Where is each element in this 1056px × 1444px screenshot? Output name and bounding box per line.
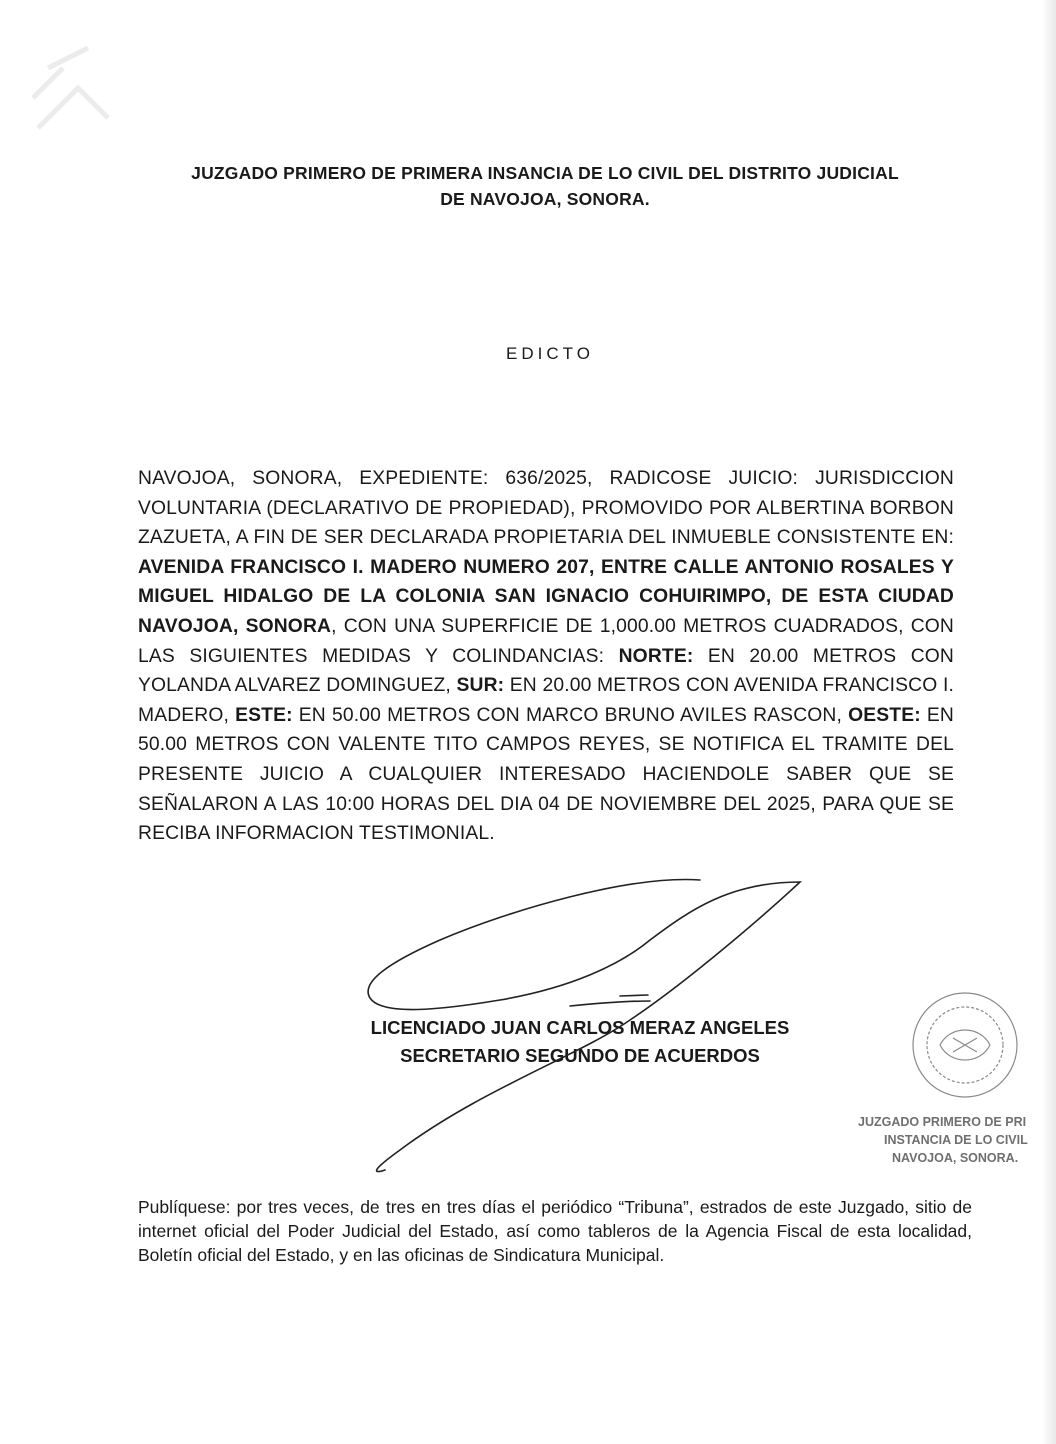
este-label: ESTE:: [235, 704, 293, 726]
sur-text: EN 20.00 METROS CON AVENIDA FRANCISCO I. MADERO,: [138, 675, 954, 726]
signatory-name: LICENCIADO JUAN CARLOS MERAZ ANGELES: [370, 1017, 790, 1038]
signatory-position: SECRETARIO SEGUNDO DE ACUERDOS: [400, 1045, 760, 1066]
handwritten-signature: [330, 870, 830, 1180]
seal-line2: INSTANCIA DE LO CIVIL: [884, 1133, 1028, 1147]
oeste-label: OESTE:: [848, 704, 921, 726]
norte-label: NORTE:: [618, 645, 694, 667]
property-address: AVENIDA FRANCISCO I. MADERO NUMERO 207, ENTRE CALLE ANTONIO ROSALES Y MIGUEL HIDALGO DE LA COLONIA SAN IGNACIO COHUIRIMPO, DE ESTA CIUDAD NAVOJOA, SONORA: [138, 556, 954, 637]
seal-line3: NAVOJOA, SONORA.: [892, 1151, 1019, 1165]
body-surface: , CON UNA SUPERFICIE DE 1,000.00 METROS CUADRADOS, CON LAS SIGUIENTES MEDIDAS Y COLINDANCIAS:: [138, 615, 955, 667]
oeste-text: EN 50.00 METROS CON VALENTE TITO CAMPOS REYES, SE NOTIFICA EL TRAMITE DEL PRESENTE JUICIO A CUALQUIER INTERESADO HACIENDOLE SABER QUE SE SEÑALARON A LAS 10:00 HORAS DEL DIA 04 DE NOVIEMBRE DEL 2025, PARA QUE SE RECIBA INFORMACION TESTIMONIAL.: [138, 704, 954, 845]
court-seal: [895, 990, 1056, 1100]
sur-label: SUR:: [456, 675, 505, 697]
seal-line1: JUZGADO PRIMERO DE PRI: [858, 1115, 1027, 1129]
edict-body: [138, 464, 954, 849]
court-header-line2: DE NAVOJOA, SONORA.: [440, 189, 650, 209]
page-edge-shadow: [1042, 0, 1056, 1444]
document-title: EDICTO: [506, 344, 594, 363]
norte-text: EN 20.00 METROS CON YOLANDA ALVAREZ DOMINGUEZ,: [138, 645, 954, 697]
publication-note: Publíquese: por tres veces, de tres en tres días el periódico “Tribuna”, estrados de este Juzgado, sitio de internet oficial del Poder Judicial del Estado, así como tableros de la Agencia Fiscal de esta localidad, Boletín oficial del Estado, y en las oficinas de Sindicatura Municipal.: [138, 1197, 972, 1265]
court-header: [130, 160, 960, 212]
faded-stamp-mark: [18, 28, 128, 148]
body-intro: NAVOJOA, SONORA, EXPEDIENTE: 636/2025, RADICOSE JUICIO: JURISDICCION VOLUNTARIA (DECLARATIVO DE PROPIEDAD), PROMOVIDO POR ALBERTINA BORBON ZAZUETA, A FIN DE SER DECLARADA PROPIETARIA DEL INMUEBLE CONSISTENTE EN:: [138, 468, 954, 549]
seal-caption: [858, 1113, 1056, 1167]
este-text: EN 50.00 METROS CON MARCO BRUNO AVILES RASCON,: [292, 704, 849, 726]
court-header-line1: JUZGADO PRIMERO DE PRIMERA INSANCIA DE LO CIVIL DEL DISTRITO JUDICIAL: [191, 163, 899, 183]
